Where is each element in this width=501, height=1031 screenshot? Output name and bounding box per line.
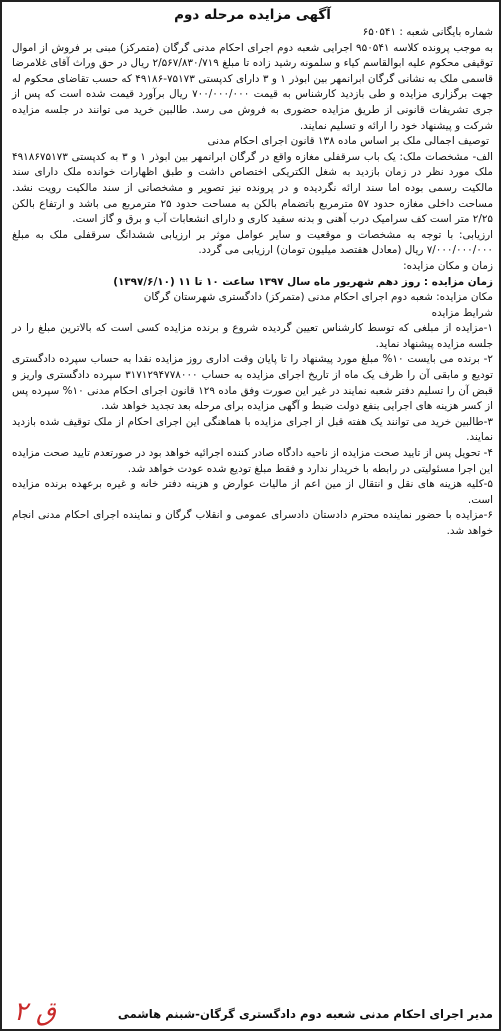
condition-item: ۶-مزایده با حضور نماینده محترم دادستان دادسرای عمومی و انقلاب گرگان و نماینده اجرای احکام مدنی انجام خواهد شد. bbox=[12, 509, 493, 537]
auction-place: مکان مزایده: شعبه دوم اجرای احکام مدنی (متمرکز) دادگستری شهرستان گرگان bbox=[143, 291, 493, 304]
condition-item: ۳-طالبین خرید می توانند یک هفته قبل از اجرای مزایده با هماهنگی این اجرای احکام از ملک توقیف شده بازدید نمایند. bbox=[12, 415, 493, 444]
intro-paragraph: به موجب پرونده کلاسه ۹۵۰۵۴۱ اجرایی شعبه دوم اجرای احکام مدنی گرگان (متمرکز) مبنی بر فروش از اموال توقیفی محکوم علیه ابوالقاسم کیاء و سلمونه رشید زاده تا مبلغ ۲/۵۶۷/۸۳۰/۷۱۹ ریال در حق وراث آقای غلامرضا قاسمی ملک به نشانی گرگان ابرانمهر بین ابوذر ۱ و ۳ دارای کدپستی ۷۵۱۷۳-۴۹۱۸۶ که حسب تقاضای محکوم له جهت برگزاری مزایده و طی بازدید کارشناس به قیمت ۷۰۰/۰۰۰/۰۰۰ ریال برآورد قیمت شده است که پس از جری تشریفات قانونی از طریق مزایده حضوری به فروش می رسد. طالبین خرید می توانند در جلسه مزایده شرکت و پیشنهاد خود را ارائه و تسلیم نمایند. bbox=[12, 41, 493, 132]
notice-body bbox=[2, 2, 499, 540]
description-heading: توصیف اجمالی ملک بر اساس ماده ۱۳۸ قانون اجرای احکام مدنی bbox=[207, 135, 489, 148]
signature-line: مدیر اجرای احکام مدنی شعبه دوم دادگستری گرگان-شبنم هاشمی bbox=[117, 1007, 493, 1021]
archive-number: شماره بایگانی شعبه : ۶۵۰۵۴۱ bbox=[362, 26, 493, 38]
red-stamp-mark: ق ۲ bbox=[13, 997, 56, 1027]
notice-title: آگهی مزایده مرحله دوم bbox=[174, 7, 331, 23]
time-place-heading: زمان و مکان مزایده: bbox=[403, 259, 493, 272]
condition-item: ۵-کلیه هزینه های نقل و انتقال از مین اعم از مالیات عوارض و هزینه دفتر خانه و غیره برعهده برنده مزایده است. bbox=[12, 478, 493, 506]
valuation-paragraph: ارزیابی: با توجه به مشخصات و موقعیت و سایر عوامل موثر بر ارزیابی ششدانگ سرقفلی ملک به مبلغ ۷/۰۰۰/۰۰۰/۰۰۰ ریال (معادل هفتصد میلیون تومان) ارزیابی می گردد. bbox=[12, 228, 493, 257]
conditions-heading: شرایط مزایده bbox=[431, 306, 493, 319]
condition-item: ۴- تحویل پس از تایید صحت مزایده از ناحیه دادگاه صادر کننده اجرائیه خواهد بود در صورتعدم تایید صحت مزایده این اجرا مسئولیتی در رابطه با خریدار ندارد و فقط مبلغ تودیع شده عودت خواهد شد. bbox=[12, 447, 493, 475]
condition-item: ۲- برنده می بایست ۱۰% مبلغ مورد پیشنهاد را تا پایان وقت اداری روز مزایده نقدا به حساب سپرده دادگستری تودیع و مابقی آن را ظرف یک ماه از تاریخ اجرای مزایده به حساب ۳۱۷۱۲۹۴۷۷۸۰۰۰ سپرده دادگستری واریز و قبض آن را تسلیم دفتر شعبه نمایند در غیر این صورت وفق ماده ۱۲۹ قانون اجرای احکام مدنی ۱۰% سپرده پس از کسر هزینه های اجرایی بنفع دولت ضبط و آگهی مزایده برای مرحله بعد تجدید خواهد شد. bbox=[12, 353, 493, 413]
property-details: الف- مشخصات ملک: یک باب سرقفلی مغازه واقع در گرگان ابرانمهر بین ابوذر ۱ و ۳ به کدپستی ۴۹۱۸۶۷۵۱۷۳ ملک مورد نظر در زمان بازدید به شغل الکتریکی اختصاص داشت و طبق اظهارات خوانده ملک دارای سند مالکیت رسمی بوده اما سند ارائه نگردیده و در پرونده نیز تصویر و مشخصاتی از سند مالکیت رویت نشد. مساحت داخلی مغازه حدود ۵۷ مترمربع باتضمام بالکن به مساحت حدود ۲۵ مترمربع می باشد و ارتفاع بالکن ۲/۲۵ متر است کف سرامیک درب آهنی و بدنه سفید کاری و دارای انشعابات آب و برق و گاز است. bbox=[12, 150, 494, 226]
auction-time: زمان مزایده : روز دهم شهریور ماه سال ۱۳۹۷ ساعت ۱۰ تا ۱۱ (۱۳۹۷/۶/۱۰) bbox=[113, 275, 493, 288]
condition-item: ۱-مزایده از مبلغی که توسط کارشناس تعیین گردیده شروع و برنده مزایده کسی است که بالاترین مبلغ را در جلسه مزایده پیشنهاد نماید. bbox=[12, 322, 493, 350]
